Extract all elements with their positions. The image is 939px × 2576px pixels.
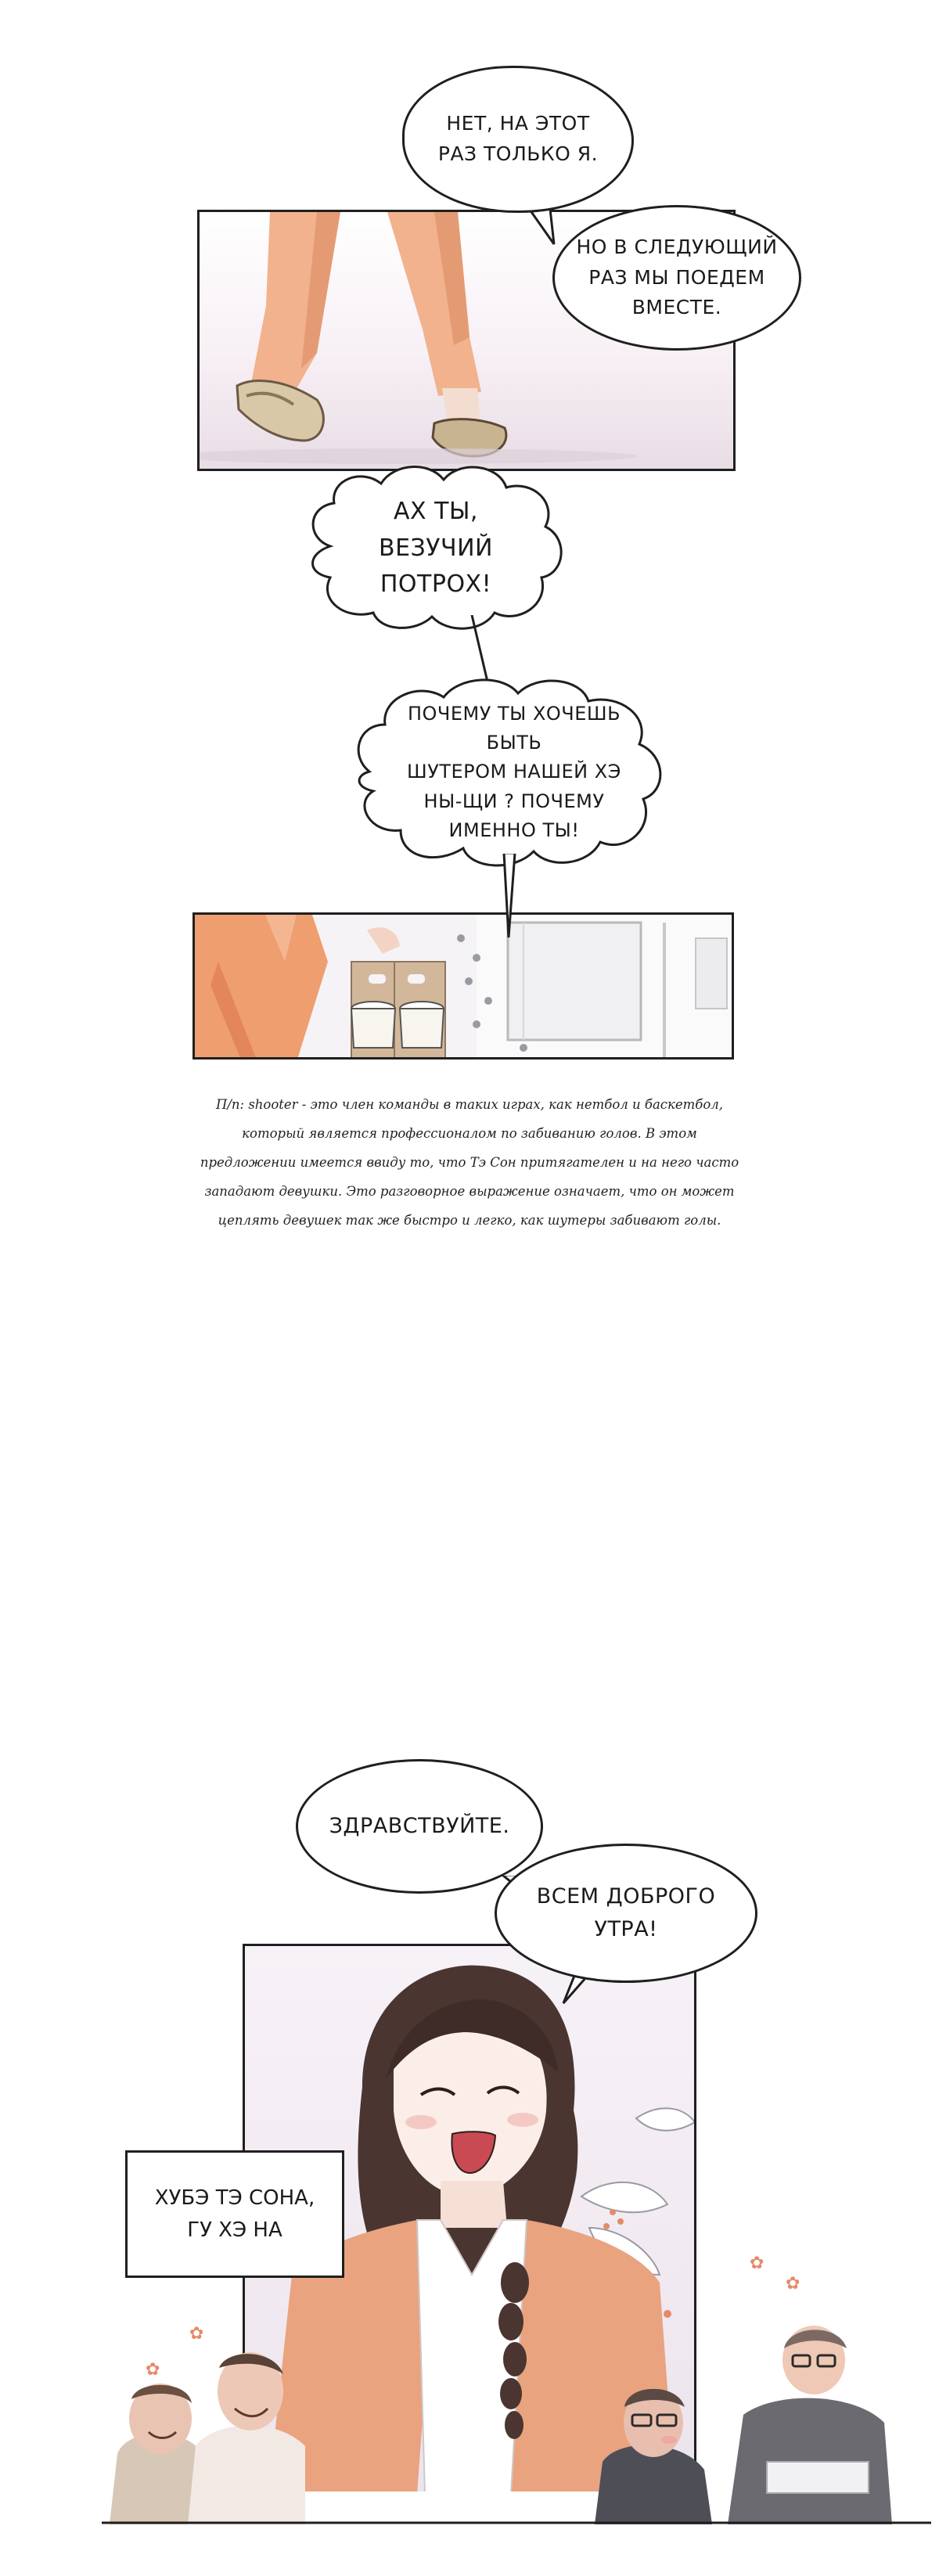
burst-text-lucky: АХ ТЫ, ВЕЗУЧИЙ ПОТРОХ! bbox=[379, 498, 493, 599]
speech-bubble-next-time: НО В СЛЕДУЮЩИЙ РАЗ МЫ ПОЕДЕМ ВМЕСТЕ. bbox=[552, 205, 801, 351]
panel-coffee-carrier bbox=[192, 912, 734, 1060]
burst-text-shooter: ПОЧЕМУ ТЫ ХОЧЕШЬ БЫТЬ ШУТЕРОМ НАШЕЙ ХЭ НЫ-ЩИ ? ПОЧЕМУ ИМЕННО ТЫ! bbox=[407, 703, 621, 841]
coffee-office-art bbox=[195, 915, 734, 1060]
bubble-tail-down bbox=[495, 853, 526, 939]
translator-note: П/п: shooter - это член команды в таких играх, как нетбол и баскетбол, который является профессионалом по забиванию голов. В этом предложении имеется ввиду то, что Тэ Сон притягателен и на него часто западают девушки. Это разговорное выражение означает, что он может цеплять девушек так же быстро и легко, как шутеры забивают голы. bbox=[200, 1097, 739, 1228]
speech-bubble-only-me: НЕТ, НА ЭТОТ РАЗ ТОЛЬКО Я. bbox=[402, 66, 634, 213]
flower-decoration: ✿ bbox=[189, 2324, 204, 2344]
speech-bubble-good-morning: ВСЕМ ДОБРОГО УТРА! bbox=[495, 1844, 757, 1983]
flower-decoration: ✿ bbox=[786, 2274, 800, 2294]
speech-bubble-hello: ЗДРАВСТВУЙТЕ. bbox=[296, 1759, 543, 1894]
coworkers-art bbox=[102, 2305, 931, 2524]
flower-decoration: ✿ bbox=[146, 2360, 160, 2380]
caption-box-name: ХУБЭ ТЭ СОНА, ГУ ХЭ НА bbox=[125, 2150, 344, 2278]
flower-decoration: ✿ bbox=[750, 2254, 765, 2273]
